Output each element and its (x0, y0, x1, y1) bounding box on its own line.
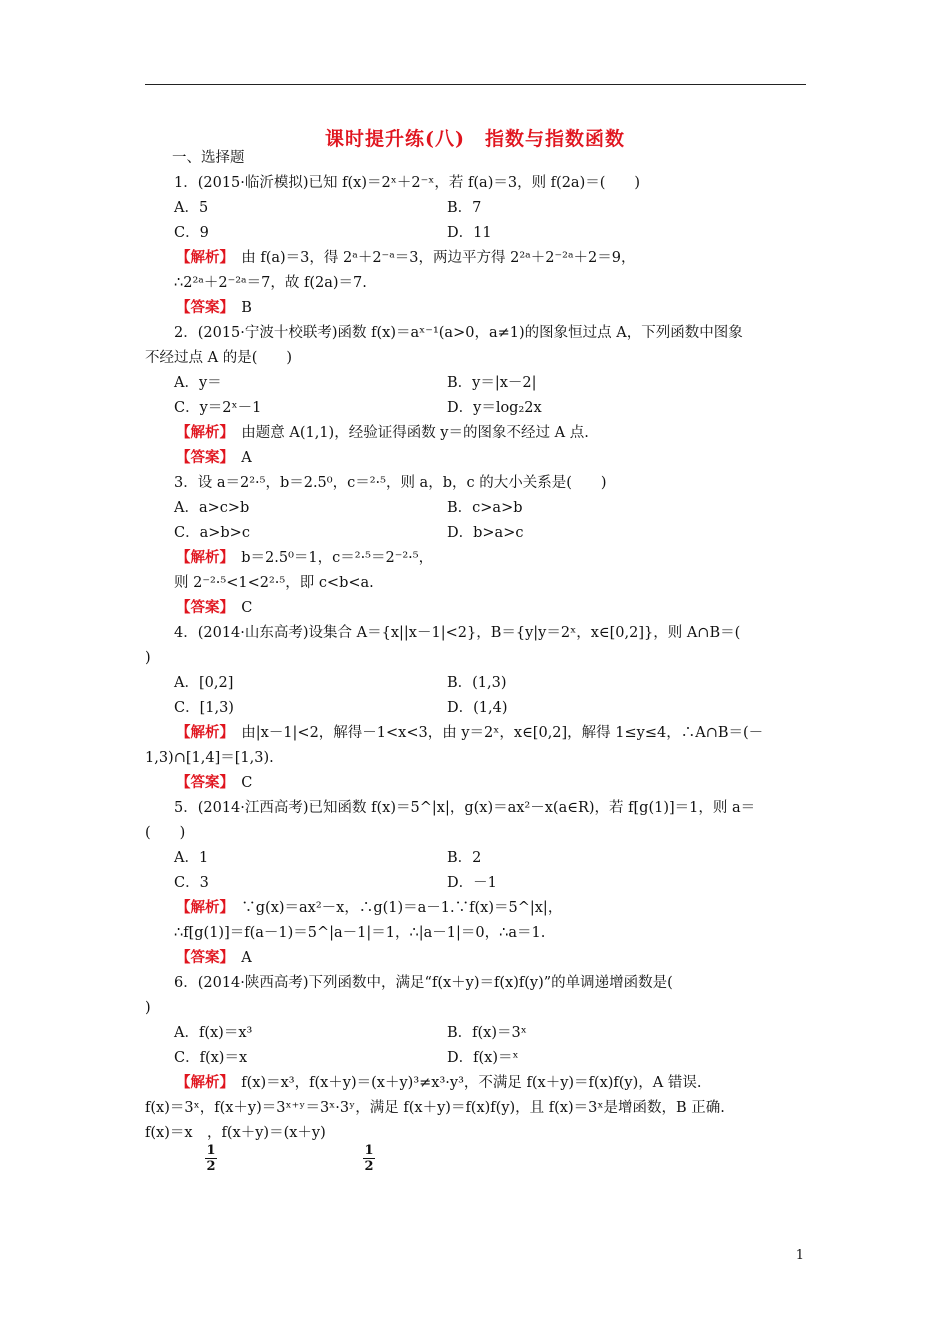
section-tag: 【解析】 (176, 899, 227, 916)
answer-line (176, 449, 252, 467)
line-text: 1．(2015·临沂模拟)已知 f(x)＝2ˣ＋2⁻ˣ，若 f(a)＝3，则 f(2a)＝( ) (174, 175, 641, 191)
text-line (174, 674, 233, 692)
line-text: A．[0,2] (174, 675, 234, 691)
line-text: B．c>a>b (447, 500, 523, 516)
text-line (174, 574, 374, 592)
line-text: 3．设 a＝2²·⁵，b＝2.5⁰，c＝²·⁵，则 a，b，c 的大小关系是( ) (174, 475, 607, 491)
text-line (174, 374, 222, 392)
line-text: C．a>b>c (174, 525, 250, 541)
text-line (447, 849, 481, 867)
section-tag: 【解析】 (176, 1074, 227, 1091)
answer-line (176, 299, 252, 317)
section-tag: 【答案】 (176, 949, 227, 966)
line-text: 由 f(a)＝3，得 2ᵃ＋2⁻ᵃ＝3，两边平方得 2²ᵃ＋2⁻²ᵃ＋2＝9， (226, 250, 636, 266)
line-text: A (226, 450, 252, 466)
answer-line (176, 899, 562, 917)
line-text: D．－1 (447, 875, 497, 891)
text-line (447, 374, 537, 392)
text-line (174, 624, 740, 642)
line-text: B．y＝|x－2| (447, 375, 537, 391)
text-line (447, 874, 497, 892)
text-line (174, 274, 367, 292)
fraction-one-half: 1 2 (364, 1143, 374, 1174)
text-line (447, 399, 542, 417)
text-line (174, 474, 607, 492)
line-text: C．f(x)＝x (174, 1050, 248, 1066)
line-text: ) (145, 650, 151, 666)
line-text: C．3 (174, 875, 209, 891)
line-text: 4．(2014·山东高考)设集合 A＝{x||x－1|<2}，B＝{y|y＝2ˣ，x∈[0,2]}，则 A∩B＝( (174, 625, 741, 641)
answer-line (176, 774, 252, 792)
line-text: ( ) (145, 825, 186, 841)
line-text: B．(1,3) (447, 675, 507, 691)
line-text: C．9 (174, 225, 209, 241)
line-text: A．1 (174, 850, 209, 866)
answer-line (176, 424, 589, 442)
line-text: D．y＝log₂2x (447, 400, 542, 416)
text-line (447, 699, 508, 717)
line-text: D．(1,4) (447, 700, 508, 716)
page-title: 课时提升练(八) 指数与指数函数 (325, 128, 625, 150)
section-tag: 【解析】 (176, 724, 227, 741)
text-line (174, 524, 250, 542)
answer-line (176, 549, 433, 567)
line-text: D．f(x)＝ˣ (447, 1050, 519, 1066)
answer-line (176, 599, 252, 617)
text-line (174, 174, 640, 192)
text-line (447, 224, 492, 242)
line-text: 5．(2014·江西高考)已知函数 f(x)＝5^|x|，g(x)＝ax²－x(a∈R)，若 f[g(1)]＝1，则 a＝ (174, 800, 756, 816)
text-line (174, 224, 209, 242)
line-text: 2．(2015·宁波十校联考)函数 f(x)＝aˣ⁻¹(a>0，a≠1)的图象恒过点 A，下列函数中图象 (174, 325, 743, 341)
text-line (447, 199, 481, 217)
section-tag: 【解析】 (176, 424, 227, 441)
text-line (174, 199, 208, 217)
line-text: B．f(x)＝3ˣ (447, 1025, 527, 1041)
text-line (447, 499, 523, 517)
line-text: ∴2²ᵃ＋2⁻²ᵃ＝7，故 f(2a)＝7. (174, 275, 367, 291)
text-line (174, 499, 249, 517)
line-text: B．7 (447, 200, 482, 216)
text-line (447, 1049, 519, 1067)
answer-line (176, 249, 636, 267)
section-tag: 【解析】 (176, 249, 227, 266)
text-line (174, 324, 743, 342)
line-text: A．y＝ (174, 375, 222, 391)
line-text: 由题意 A(1,1)，经验证得函数 y＝的图象不经过 A 点. (226, 425, 589, 441)
line-text: D．b>a>c (447, 525, 524, 541)
line-text: B．2 (447, 850, 482, 866)
page-number: 1 (795, 1248, 804, 1263)
text-line (174, 799, 755, 817)
text-line (145, 999, 151, 1017)
line-text: A．f(x)＝x³ (174, 1025, 253, 1041)
line-text: ∴f[g(1)]＝f(a－1)＝5^|a－1|＝1，∴|a－1|＝0，∴a＝1. (174, 925, 546, 941)
text-line (145, 349, 292, 367)
text-line (145, 649, 151, 667)
answer-line (176, 949, 252, 967)
line-text: D．11 (447, 225, 492, 241)
section-tag: 【答案】 (176, 599, 227, 616)
text-line (174, 1049, 247, 1067)
line-text: C (226, 600, 253, 616)
line-text: 1,3)∩[1,4]＝[1,3). (145, 750, 274, 766)
text-line (447, 1024, 527, 1042)
line-text: ) (145, 1000, 151, 1016)
line-text: 一、选择题 (172, 150, 245, 166)
line-text: C．[1,3) (174, 700, 234, 716)
line-text: C (226, 775, 253, 791)
section-tag: 【答案】 (176, 299, 227, 316)
line-text: 不经过点 A 的是( ) (145, 350, 293, 366)
section-tag: 【答案】 (176, 449, 227, 466)
line-text: A．5 (174, 200, 209, 216)
text-line (174, 1024, 252, 1042)
text-line (447, 524, 523, 542)
text-line (174, 924, 545, 942)
text-line (174, 874, 209, 892)
text-line (145, 749, 274, 767)
line-text: A (226, 950, 252, 966)
text-line (174, 399, 261, 417)
line-text: 由|x－1|<2，解得－1<x<3，由 y＝2ˣ，x∈[0,2]，解得 1≤y≤4，∴A∩B＝(－ (226, 725, 764, 741)
text-line (447, 674, 507, 692)
header-rule (145, 84, 806, 85)
line-text: 6．(2014·陕西高考)下列函数中，满足“f(x＋y)＝f(x)f(y)”的单调递增函数是( (174, 975, 673, 991)
section-tag: 【答案】 (176, 774, 227, 791)
line-text: A．a>c>b (174, 500, 250, 516)
answer-line (176, 1074, 701, 1092)
text-line (145, 1124, 326, 1142)
text-line (174, 849, 208, 867)
text-line (174, 974, 673, 992)
text-line (145, 824, 185, 842)
line-text: ∵g(x)＝ax²－x，∴g(1)＝a－1.∵f(x)＝5^|x|， (226, 900, 563, 916)
line-text: C．y＝2ˣ－1 (174, 400, 262, 416)
fraction-one-half: 1 2 (206, 1143, 216, 1174)
text-line (172, 149, 245, 167)
answer-line (176, 724, 763, 742)
section-tag: 【解析】 (176, 549, 227, 566)
line-text: B (226, 300, 252, 316)
line-text: b＝2.5⁰＝1，c＝²·⁵＝2⁻²·⁵， (226, 550, 434, 566)
line-text: f(x)＝x ，f(x＋y)＝(x＋y) (145, 1125, 326, 1141)
line-text: f(x)＝x³，f(x＋y)＝(x＋y)³≠x³·y³，不满足 f(x＋y)＝f(x)f(y)，A 错误. (226, 1075, 702, 1091)
line-text: 则 2⁻²·⁵<1<2²·⁵，即 c<b<a. (174, 575, 374, 591)
text-line (174, 699, 234, 717)
text-line (145, 1099, 725, 1117)
line-text: f(x)＝3ˣ，f(x＋y)＝3ˣ⁺ʸ＝3ˣ·3ʸ，满足 f(x＋y)＝f(x)f(y)，且 f(x)＝3ˣ是增函数，B 正确. (145, 1100, 725, 1116)
